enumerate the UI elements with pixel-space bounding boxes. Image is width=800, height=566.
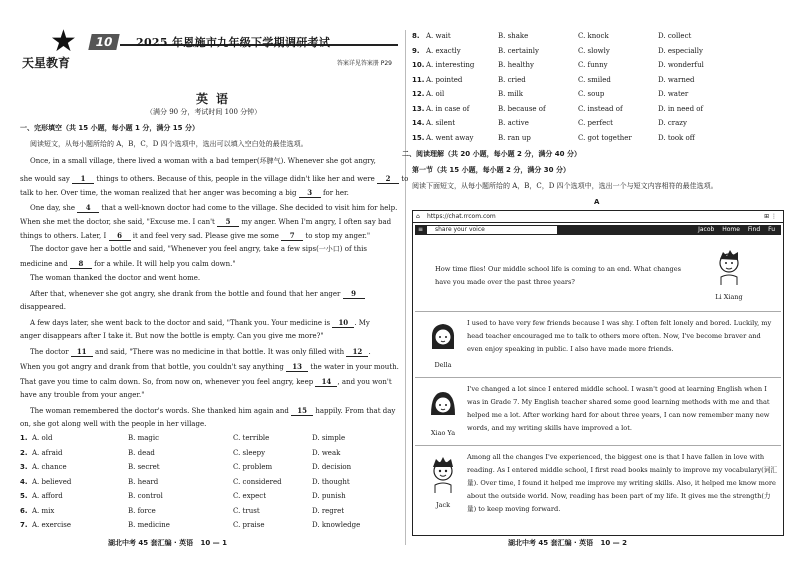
exam-note: （满分 90 分，考试时间 100 分钟） <box>146 108 262 116</box>
option-c[interactable]: C. considered <box>233 477 282 486</box>
text: When you got angry and drank from that bottle, you couldn't say anything <box>20 363 284 371</box>
option-d[interactable]: D. thought <box>312 477 350 486</box>
option-a[interactable]: A. exactly <box>426 46 461 55</box>
search-input[interactable]: share your voice <box>427 226 557 234</box>
blank-3[interactable]: 3 <box>299 188 321 198</box>
option-a[interactable]: A. chance <box>32 463 67 471</box>
text: The woman remembered the doctor's words. She thanked him again and <box>30 407 289 415</box>
blank-10[interactable]: 10 <box>332 318 354 328</box>
option-b[interactable]: B. dead <box>128 448 155 457</box>
text: , and you won't <box>337 378 392 386</box>
li-xiang-avatar <box>713 247 745 285</box>
browser-window <box>412 210 784 536</box>
option-b[interactable]: B. magic <box>128 434 160 442</box>
publisher-logo <box>22 24 92 70</box>
section1-instruction: 阅读短文，从每小题所给的 A，B，C，D 四个选项中，选出可以填入空白处的最佳选项。 <box>30 140 308 148</box>
passage-line: anger disappears after I take it. But now the bottle is empty. Can you give me more?" <box>20 332 324 340</box>
passage-line <box>20 259 236 269</box>
option-c[interactable]: C. expect <box>233 492 267 500</box>
text: The doctor <box>30 348 69 356</box>
passage-line <box>20 174 408 184</box>
footer-right <box>508 538 627 548</box>
passage-line: on, she got along well with the people in her village. <box>20 420 207 428</box>
post-della: I used to have very few friends because I was shy. I often felt lonely and bored. Luckily, my head teacher encouraged me to talk to others more often. Now, I've become braver and even enjoy speaking in public. I also have made more friends. <box>467 319 772 353</box>
text: A few days later, she went back to the doctor and said, "Thank you. Your medicine is <box>30 319 331 327</box>
post-divider <box>415 311 781 312</box>
blank-4[interactable]: 4 <box>77 203 99 213</box>
option-b[interactable]: B. certainly <box>498 46 539 55</box>
question-number: 8. <box>412 32 420 40</box>
text: things to others. Because of this, people in the village didn't like her and were <box>96 175 375 183</box>
question-number: 7. <box>20 521 28 529</box>
passage-line: The woman thanked the doctor and went home. <box>30 274 201 282</box>
text: After that, whenever she got angry, she drank from the bottle and found that her anger <box>30 290 341 298</box>
option-b[interactable]: B. cried <box>498 75 526 84</box>
option-a[interactable]: A. oil <box>426 90 445 98</box>
passage-line: disappeared. <box>20 303 66 311</box>
text: the water in your mouth. <box>310 363 399 371</box>
option-b[interactable]: B. ran up <box>498 133 531 142</box>
text: When she met the doctor, she said, "Excuse me. I can't <box>20 218 215 226</box>
passage-line <box>30 203 397 213</box>
text: to stop my anger." <box>305 232 371 240</box>
option-d[interactable]: D. collect <box>658 32 692 40</box>
passage-line <box>30 289 365 299</box>
option-a[interactable]: A. mix <box>32 506 55 515</box>
text: That gave you time to calm down. So, from now on, whenever you feel angry, keep <box>20 378 314 386</box>
option-b[interactable]: B. because of <box>498 104 546 113</box>
passage-line: The doctor gave her a bottle and said, "Whenever you feel angry, take a few sips(一小口) of this <box>30 245 367 253</box>
text: . <box>368 348 371 356</box>
option-c[interactable]: C. perfect <box>578 119 613 127</box>
option-d[interactable]: D. in need of <box>658 104 704 113</box>
question-number: 9. <box>412 46 420 55</box>
option-a[interactable]: A. interesting <box>426 61 475 69</box>
option-d[interactable]: D. regret <box>312 506 345 515</box>
footer-book: 湖北中考 45 套汇编 · 英语 <box>508 539 594 547</box>
option-b[interactable]: B. medicine <box>128 521 170 529</box>
blank-14[interactable]: 14 <box>315 377 337 387</box>
passage-line: Once, in a small village, there lived a woman with a bad temper(坏脾气). Whenever she got angry, <box>30 157 376 165</box>
text: she would say <box>20 175 70 183</box>
question-number: 1. <box>20 434 28 442</box>
question-number: 13. <box>412 104 425 113</box>
passage-line <box>20 217 391 227</box>
text: to <box>401 175 409 183</box>
section2-instruction: 阅读下面短文，从每小题所给的 A，B，C，D 四个选项中，选出一个与短文内容相符的最佳选项。 <box>412 182 718 190</box>
option-a[interactable]: A. afraid <box>32 448 63 457</box>
option-d[interactable]: D. crazy <box>658 119 687 127</box>
option-d[interactable]: D. weak <box>312 448 341 457</box>
right-column <box>402 0 784 566</box>
blank-2[interactable]: 2 <box>377 174 399 184</box>
option-d[interactable]: D. decision <box>312 463 352 471</box>
option-b[interactable]: B. secret <box>128 463 160 471</box>
option-d[interactable]: D. warned <box>658 75 695 84</box>
question-number: 3. <box>20 463 28 471</box>
option-d[interactable]: D. wonderful <box>658 61 704 69</box>
text: that a well-known doctor had come to the village. She decided to visit him for help. <box>101 204 398 212</box>
question-number: 11. <box>412 75 425 84</box>
option-a[interactable]: A. went away <box>426 133 474 142</box>
text: happily. From that day <box>315 407 396 415</box>
question-number: 4. <box>20 477 28 486</box>
question-number: 12. <box>412 90 425 98</box>
blank-6[interactable]: 6 <box>109 231 131 241</box>
question-number: 15. <box>412 133 425 142</box>
post-question: How time flies! Our middle school life is coming to an end. What changes have you made over the past three years? <box>435 265 681 286</box>
site-nav-bar <box>415 225 781 235</box>
option-b[interactable]: B. active <box>498 119 529 127</box>
passage-line <box>20 362 399 372</box>
footer-page: 10 — 2 <box>600 539 627 547</box>
text: and said, "There was no medicine in that bottle. It was only filled with <box>95 348 345 356</box>
text: . My <box>354 319 370 327</box>
passage-line: have any trouble from your anger." <box>20 391 145 399</box>
question-number: 14. <box>412 119 425 127</box>
left-column <box>20 0 409 566</box>
option-c[interactable]: C. terrible <box>233 434 270 442</box>
option-d[interactable]: D. simple <box>312 434 346 442</box>
question-number: 10. <box>412 61 425 69</box>
passage-label: A <box>594 198 600 206</box>
text: for her. <box>322 189 349 197</box>
xiao-ya-name: Xiao Ya <box>430 429 456 437</box>
exam-title: 2025 年恩施市九年级下学期调研考试 <box>136 36 331 49</box>
address-bar[interactable] <box>413 211 783 223</box>
post-divider <box>415 445 781 446</box>
option-a[interactable]: A. in case of <box>426 104 470 113</box>
answer-reference: 答案详见答案册 P29 <box>336 60 392 67</box>
xiao-ya-avatar <box>427 387 459 425</box>
della-avatar <box>427 319 459 357</box>
option-c[interactable]: C. problem <box>233 463 273 471</box>
option-a[interactable]: A. silent <box>426 119 456 127</box>
option-a[interactable]: A. pointed <box>426 75 463 84</box>
text: talk to her. Over time, the woman realized that her anger was becoming a big <box>20 189 297 197</box>
text: things to others. Later, I <box>20 232 107 240</box>
question-number: 2. <box>20 448 28 457</box>
passage-line <box>30 318 370 328</box>
paper-number-badge: 10 <box>88 34 119 50</box>
blank-11[interactable]: 11 <box>71 347 93 357</box>
blank-7[interactable]: 7 <box>281 231 303 241</box>
option-a[interactable]: A. exercise <box>32 521 71 529</box>
option-a[interactable]: A. believed <box>32 477 72 486</box>
text: One day, she <box>30 204 75 212</box>
option-b[interactable]: B. milk <box>498 90 523 98</box>
option-d[interactable]: D. especially <box>658 46 703 55</box>
nav-links[interactable]: Jacob Home Find Fu <box>698 226 775 233</box>
browser-menu-icons[interactable]: ⊞ ⋮ <box>764 213 777 220</box>
passage-line <box>20 377 392 387</box>
lock-icon: ⌂ <box>416 213 420 220</box>
star-mascot-icon: ★ <box>50 24 77 59</box>
blank-1[interactable]: 1 <box>72 174 94 184</box>
post-jack: Among all the changes I've experienced, the biggest one is that I have fallen in love with reading. As I entered middle school, I first read books mainly to improve my vocabulary(词汇量). Over time, I found it helped me improve my writing skills. Also, it helped me know more about the outside world. Now, reading has been part of my life. It gives me the strength(力量) to keep moving forward. <box>467 453 777 513</box>
option-c[interactable]: C. got together <box>578 133 632 142</box>
text: it and feel very sad. Please give me some <box>132 232 279 240</box>
blank-5[interactable]: 5 <box>217 217 239 227</box>
section2-heading: 二、阅读理解（共 20 小题，每小题 2 分，满分 40 分） <box>402 150 581 158</box>
option-c[interactable]: C. sleepy <box>233 448 266 457</box>
option-b[interactable]: B. healthy <box>498 61 534 69</box>
column-divider <box>405 30 406 545</box>
option-c[interactable]: C. instead of <box>578 104 623 113</box>
text: for a while. It will help you calm down." <box>94 260 236 268</box>
post-xiao-ya: I've changed a lot since I entered middle school. I wasn't good at learning English when I was in Grade 7. My English teacher shared some good learning methods with me and that helped me a lot. After working hard for about three years, I can now remember many new words, and my writing skills have improved a lot. <box>467 385 770 432</box>
blank-13[interactable]: 13 <box>286 362 308 372</box>
blank-12[interactable]: 12 <box>346 347 368 357</box>
question-number: 6. <box>20 506 28 515</box>
post-divider <box>415 377 781 378</box>
url-text: https://chat.rrcom.com <box>427 213 496 220</box>
footer-book: 湖北中考 45 套汇编 · 英语 <box>108 539 194 547</box>
footer-page: 10 — 1 <box>200 539 227 547</box>
blank-15[interactable]: 15 <box>291 406 313 416</box>
passage-line <box>30 347 371 357</box>
passage-line <box>20 188 349 198</box>
footer-left <box>108 538 227 548</box>
option-d[interactable]: D. punish <box>312 492 346 500</box>
section2-part1: 第一节（共 15 小题，每小题 2 分，满分 30 分） <box>412 166 570 174</box>
passage-line <box>20 231 370 241</box>
text: medicine and <box>20 260 68 268</box>
jack-avatar <box>427 455 459 493</box>
section1-heading: 一、完形填空（共 15 小题，每小题 1 分，满分 15 分） <box>20 124 199 132</box>
jack-name: Jack <box>435 501 451 509</box>
option-d[interactable]: D. took off <box>658 133 695 142</box>
option-b[interactable]: B. heard <box>128 477 159 486</box>
option-d[interactable]: D. knowledge <box>312 521 361 529</box>
menu-icon[interactable]: ≡ <box>418 226 424 233</box>
option-c[interactable]: C. slowly <box>578 46 610 55</box>
option-a[interactable]: A. wait <box>426 32 451 40</box>
subject-title: 英语 <box>196 92 237 106</box>
option-b[interactable]: B. force <box>128 506 156 515</box>
option-d[interactable]: D. water <box>658 90 689 98</box>
option-a[interactable]: A. afford <box>32 492 63 500</box>
option-c[interactable]: C. funny <box>578 61 608 69</box>
option-c[interactable]: C. smiled <box>578 75 611 84</box>
question-number: 5. <box>20 492 28 500</box>
blank-8[interactable]: 8 <box>70 259 92 269</box>
option-c[interactable]: C. knock <box>578 32 609 40</box>
della-name: Della <box>434 361 452 369</box>
text: my anger. When I'm angry, I often say bad <box>241 218 392 226</box>
option-a[interactable]: A. old <box>32 434 53 442</box>
passage-line <box>30 406 395 416</box>
option-c[interactable]: C. soup <box>578 90 605 98</box>
option-c[interactable]: C. praise <box>233 521 265 529</box>
option-b[interactable]: B. shake <box>498 32 529 40</box>
li-xiang-name: Li Xiang <box>715 293 743 301</box>
option-c[interactable]: C. trust <box>233 506 260 515</box>
brand-name: 天星教育 <box>22 56 71 70</box>
blank-9[interactable]: 9 <box>343 289 365 299</box>
option-b[interactable]: B. control <box>128 492 163 500</box>
